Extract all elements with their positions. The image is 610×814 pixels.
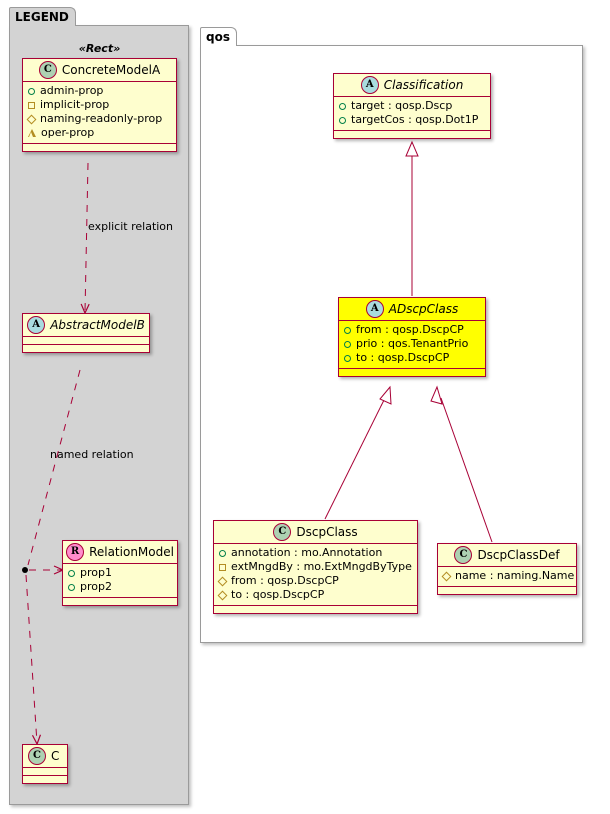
protected-marker-icon [218,576,228,586]
package-qos-tab: qos [200,27,237,46]
attribute-text: to : qosp.DscpCP [231,588,325,601]
attribute-row [443,569,575,583]
class-dscp-class-def-header [438,544,576,566]
attribute-row [28,112,171,126]
legend-stereotype: «Rect» [78,42,121,55]
class-adscp-class-header [339,298,485,320]
attribute-row [219,574,412,588]
attribute-text: name : naming.Name [455,569,575,582]
public-marker-icon [68,584,75,591]
attribute-text: naming-readonly-prop [40,112,163,125]
attribute-row [68,566,172,580]
class-name: DscpClassDef [477,548,560,562]
attribute-row [344,337,480,351]
class-attributes [23,82,176,143]
protected-marker-icon [442,571,452,581]
abstract-badge-icon: A [366,300,384,318]
class-concrete-model-a[interactable] [22,58,177,152]
attribute-text: from : qosp.DscpCP [356,323,464,336]
public-marker-icon [344,355,351,362]
class-name: ADscpClass [388,302,459,316]
class-name: RelationModel [89,545,174,559]
attribute-row [219,560,412,574]
class-dscp-class-def[interactable] [437,543,577,595]
attribute-text: prop1 [80,566,112,579]
attribute-row [28,84,171,98]
public-marker-icon [28,88,35,95]
attribute-text: extMngdBy : mo.ExtMngdByType [231,560,412,573]
class-name: Classification [383,78,464,92]
attribute-row [28,98,171,112]
attribute-text: oper-prop [41,126,95,139]
class-classification-header [334,74,490,96]
class-c-header [23,745,67,767]
class-c[interactable] [22,744,68,784]
class-attributes [339,321,485,368]
class-classification[interactable] [333,73,491,139]
class-attributes [334,97,490,130]
edge-label-named-relation: named relation [50,448,134,461]
class-abstract-model-b[interactable] [22,313,150,353]
attribute-text: implicit-prop [40,98,110,111]
attribute-row [68,580,172,594]
package-legend-tab: LEGEND [9,7,76,26]
public-marker-icon [344,341,351,348]
attribute-row [344,323,480,337]
class-methods [23,345,149,352]
attribute-text: targetCos : qosp.Dot1P [351,113,479,126]
class-attributes [214,544,417,605]
abstract-badge-icon: A [361,76,379,94]
public-marker-icon [344,327,351,334]
attribute-row [219,588,412,602]
relation-badge-icon: R [66,543,84,561]
attribute-text: from : qosp.DscpCP [231,574,339,587]
package-marker-icon [219,564,226,571]
class-badge-icon: C [454,546,472,564]
class-name: AbstractModelB [50,318,145,332]
private-marker-icon [28,129,36,137]
class-attributes [23,337,149,344]
class-attributes [63,564,177,597]
class-dscp-class[interactable] [213,520,418,614]
attribute-row [219,546,412,560]
class-methods [63,598,177,605]
class-dscp-class-header [214,521,417,543]
attribute-text: prio : qos.TenantPrio [356,337,469,350]
class-relation-model-header [63,541,177,563]
class-methods [23,144,176,151]
public-marker-icon [339,103,346,110]
class-methods [23,776,67,783]
class-relation-model[interactable] [62,540,178,606]
attribute-text: prop2 [80,580,112,593]
attribute-text: annotation : mo.Annotation [231,546,383,559]
class-name: C [51,749,60,763]
class-methods [214,606,417,613]
attribute-text: to : qosp.DscpCP [356,351,450,364]
class-badge-icon: C [273,523,291,541]
attribute-row [339,99,485,113]
abstract-badge-icon: A [27,316,45,334]
class-badge-icon: C [28,747,46,765]
protected-marker-icon [27,114,37,124]
class-methods [334,131,490,138]
attribute-row [28,126,171,140]
class-name: DscpClass [296,525,358,539]
attribute-text: target : qosp.Dscp [351,99,453,112]
public-marker-icon [219,550,226,557]
class-attributes [438,567,576,586]
class-adscp-class[interactable] [338,297,486,377]
class-methods [438,587,576,594]
attribute-text: admin-prop [40,84,104,97]
protected-marker-icon [218,590,228,600]
public-marker-icon [68,570,75,577]
class-concrete-model-a-header [23,59,176,81]
attribute-row [339,113,485,127]
attribute-row [344,351,480,365]
class-badge-icon: C [39,61,57,79]
class-name: ConcreteModelA [61,63,161,77]
package-marker-icon [28,102,35,109]
edge-label-explicit-relation: explicit relation [88,220,174,233]
public-marker-icon [339,117,346,124]
class-attributes [23,768,67,775]
class-methods [339,369,485,376]
class-abstract-model-b-header [23,314,149,336]
